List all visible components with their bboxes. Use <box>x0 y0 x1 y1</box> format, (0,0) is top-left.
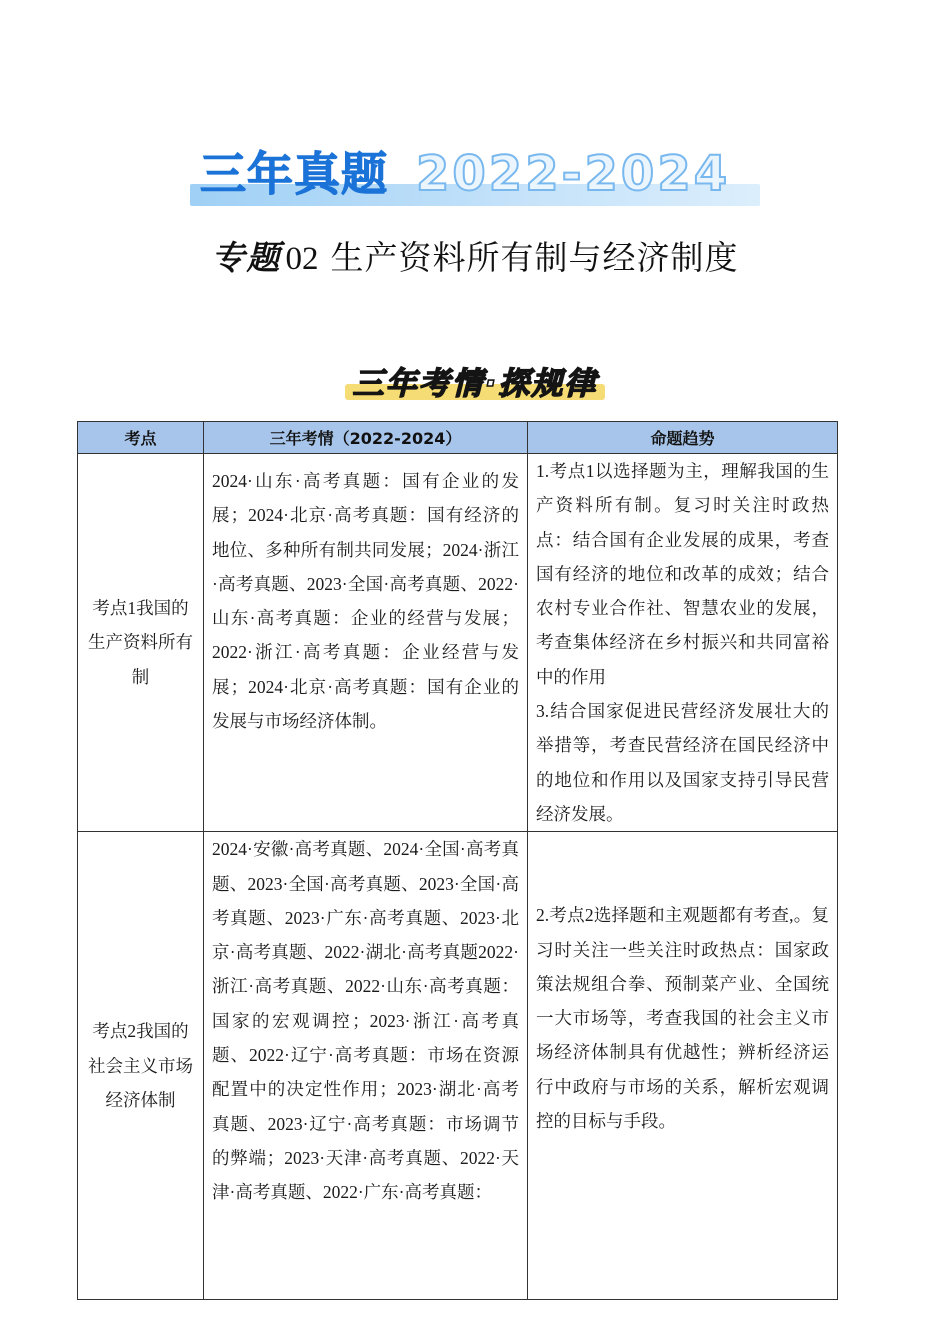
row-history <box>204 832 528 1300</box>
title-lead: 专题 <box>211 238 282 277</box>
trend-paragraph: 3.结合国家促进民营经济发展壮大的举措等，考查民营经济在国民经济中的地位和作用以及国家支持引导民营经济发展。 <box>536 701 829 824</box>
row-trend <box>528 832 838 1300</box>
banner-label: 三年真题 <box>200 147 388 201</box>
section-heading-wrap <box>339 362 612 406</box>
header-trend: 命题趋势 <box>528 422 838 454</box>
trend-paragraph: 2.考点2选择题和主观题都有考查,。复习时关注一些关注时政热点：国家政策法规组合拳、预制菜产业、全国统一大市场等，考查我国的社会主义市场经济体制具有优越性；辨析经济运行中政府与市场的关系，解析宏观调控的目标与手段。 <box>536 905 829 1132</box>
table-row <box>78 832 838 1300</box>
header-point: 考点 <box>78 422 204 454</box>
row-point: 考点2我国的社会主义市场经济体制 <box>78 832 204 1300</box>
page-title <box>0 234 950 283</box>
row-history-text: 2024·安徽·高考真题、2024·全国·高考真题、2023·全国·高考真题、2023·全国·高考真题、2023·广东·高考真题、2023·北京·高考真题、2022·湖北·高考真题2022·浙江·高考真题、2022·山东·高考真题：国家的宏观调控；2023·浙江·高考真题、2022·辽宁·高考真题：市场在资源配置中的决定性作用；2023·湖北·高考真题、2023·辽宁·高考真题：市场调节的弊端；2023·天津·高考真题、2022·天津·高考真题、2022·广东·高考真题： <box>212 839 519 1203</box>
header-history: 三年考情（2022-2024） <box>204 422 528 454</box>
exam-analysis-table <box>77 421 838 1300</box>
row-history: 2024·山东·高考真题：国有企业的发展；2024·北京·高考真题：国有经济的地位、多种所有制共同发展；2024·浙江·高考真题、2023·全国·高考真题、2022·山东·高考真题：企业的经营与发展；2022·浙江·高考真题：企业经营与发展；2024·北京·高考真题：国有企业的发展与市场经济体制。 <box>204 454 528 832</box>
table-row <box>78 454 838 832</box>
row-point: 考点1我国的生产资料所有制 <box>78 454 204 832</box>
section-heading-text: 三年考情·探规律 <box>352 366 598 402</box>
banner-years: 2022-2024 <box>416 146 731 202</box>
table-header-row <box>78 422 838 454</box>
title-number: 02 <box>285 241 319 277</box>
title-name: 生产资料所有制与经济制度 <box>330 238 739 277</box>
trend-paragraph: 1.考点1以选择题为主，理解我国的生产资料所有制。复习时关注时政热点：结合国有企业发展的成果，考查国有经济的地位和改革的成效；结合农村专业合作社、智慧农业的发展，考查集体经济在乡村振兴和共同富裕中的作用 <box>536 461 829 687</box>
banner <box>190 146 760 208</box>
row-trend <box>528 454 838 832</box>
section-heading <box>0 362 950 406</box>
